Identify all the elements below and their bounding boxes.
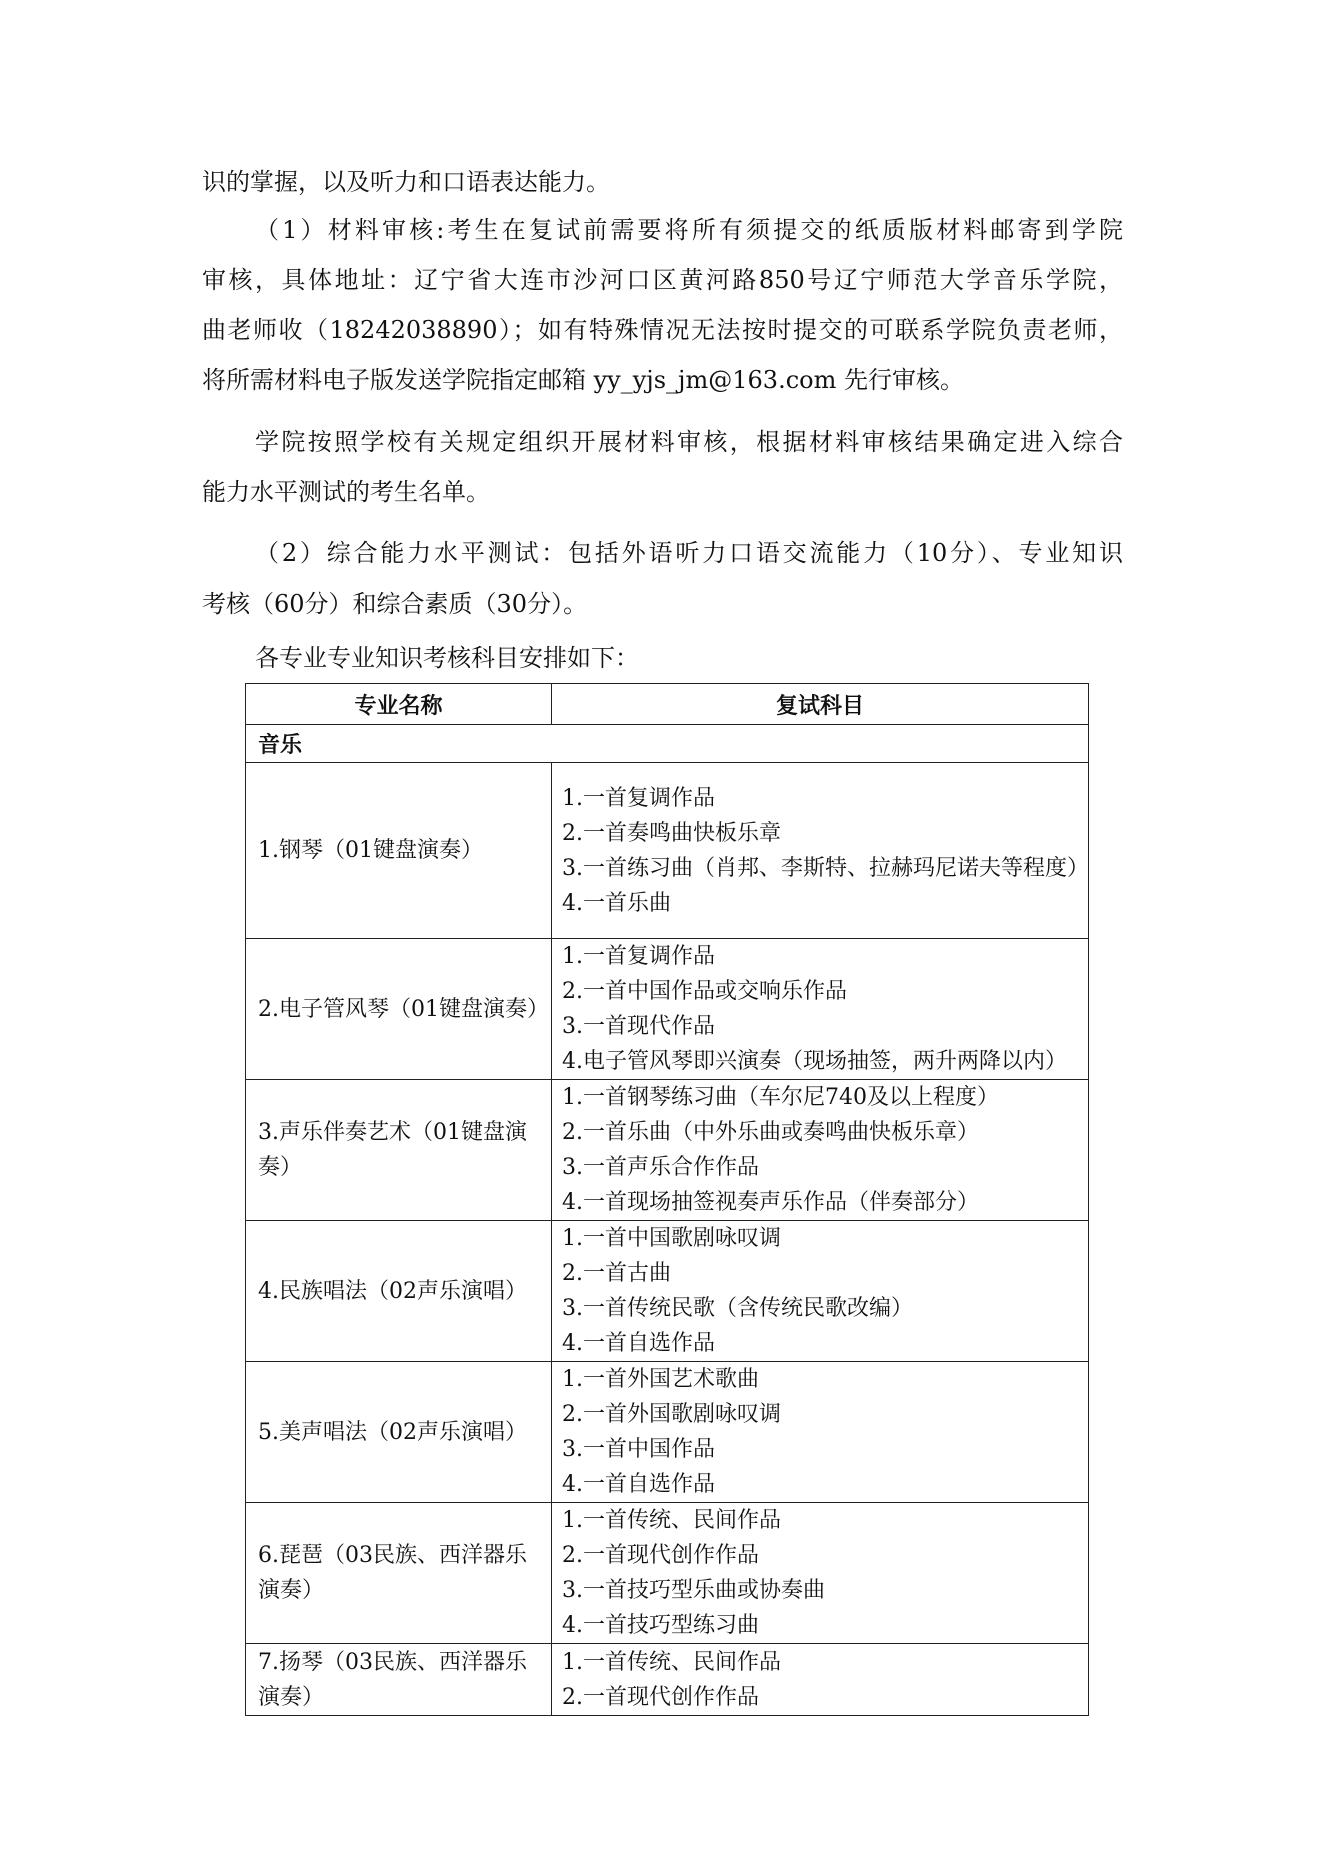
paragraph-line: 识的掌握，以及听力和口语表达能力。 xyxy=(202,168,610,196)
table-row xyxy=(246,763,1089,939)
table-row xyxy=(246,1362,1089,1503)
subject-item: 1.一首外国艺术歌曲 xyxy=(562,1367,759,1392)
subject-item: 4.一首自选作品 xyxy=(562,1472,715,1497)
major-name: 5.美声唱法（02声乐演唱） xyxy=(246,1362,552,1503)
paragraph-line: （1）材料审核:考生在复试前需要将所有须提交的纸质版材料邮寄到学院 xyxy=(255,216,1123,244)
table-row xyxy=(246,1503,1089,1644)
subject-item: 1.一首复调作品 xyxy=(562,785,715,811)
subject-item: 3.一首传统民歌（含传统民歌改编） xyxy=(562,1296,913,1321)
major-name: 4.民族唱法（02声乐演唱） xyxy=(246,1221,552,1362)
paragraph-line: 曲老师收（18242038890）；如有特殊情况无法按时提交的可联系学院负责老师， xyxy=(202,316,1123,344)
subject-list xyxy=(552,763,1089,939)
paragraph-line: 考核（60分）和综合素质（30分）。 xyxy=(202,590,588,618)
subject-item: 2.一首乐曲（中外乐曲或奏鸣曲快板乐章） xyxy=(562,1120,979,1145)
table-row xyxy=(246,1644,1089,1716)
table-row xyxy=(246,1221,1089,1362)
subjects-table xyxy=(245,683,1089,1716)
subject-item: 3.一首声乐合作作品 xyxy=(562,1155,759,1180)
paragraph-line: 审核，具体地址：辽宁省大连市沙河口区黄河路850号辽宁师范大学音乐学院， xyxy=(202,266,1123,294)
major-name: 7.扬琴（03民族、西洋器乐演奏） xyxy=(246,1644,552,1716)
subject-item: 2.一首现代创作作品 xyxy=(562,1543,759,1568)
subject-list xyxy=(552,1080,1089,1221)
column-header-subjects: 复试科目 xyxy=(552,684,1089,725)
table-row xyxy=(246,1080,1089,1221)
subject-item: 4.电子管风琴即兴演奏（现场抽签，两升两降以内） xyxy=(562,1049,1067,1074)
subject-item: 1.一首钢琴练习曲（车尔尼740及以上程度） xyxy=(562,1085,999,1110)
subject-item: 3.一首中国作品 xyxy=(562,1437,715,1462)
column-header-major: 专业名称 xyxy=(246,684,552,725)
subject-item: 3.一首现代作品 xyxy=(562,1014,715,1039)
subject-list xyxy=(552,939,1089,1080)
subject-item: 4.一首现场抽签视奏声乐作品（伴奏部分） xyxy=(562,1190,979,1215)
subject-item: 3.一首练习曲（肖邦、李斯特、拉赫玛尼诺夫等程度） xyxy=(562,855,1089,881)
table-row xyxy=(246,939,1089,1080)
major-name: 3.声乐伴奏艺术（01键盘演奏） xyxy=(246,1080,552,1221)
paragraph-line: 各专业专业知识考核科目安排如下： xyxy=(255,644,639,672)
subject-item: 2.一首外国歌剧咏叹调 xyxy=(562,1402,781,1427)
subject-item: 1.一首传统、民间作品 xyxy=(562,1508,781,1533)
subject-item: 4.一首乐曲 xyxy=(562,890,671,916)
subject-list xyxy=(552,1362,1089,1503)
table-section-row xyxy=(246,725,1089,763)
subject-item: 4.一首技巧型练习曲 xyxy=(562,1613,759,1638)
table-header-row xyxy=(246,684,1089,725)
subject-item: 1.一首中国歌剧咏叹调 xyxy=(562,1226,781,1251)
subject-list xyxy=(552,1221,1089,1362)
paragraph-line: 将所需材料电子版发送学院指定邮箱 yy_yjs_jm@163.com 先行审核。 xyxy=(202,366,964,394)
subject-list xyxy=(552,1644,1089,1716)
paragraph-line: （2）综合能力水平测试：包括外语听力口语交流能力（10分）、专业知识 xyxy=(255,539,1123,567)
subject-item: 3.一首技巧型乐曲或协奏曲 xyxy=(562,1578,825,1603)
subjects-table-container xyxy=(245,683,1088,1716)
subject-list xyxy=(552,1503,1089,1644)
subject-item: 4.一首自选作品 xyxy=(562,1331,715,1356)
subject-item: 1.一首传统、民间作品 xyxy=(562,1649,781,1675)
subject-item: 1.一首复调作品 xyxy=(562,944,715,969)
section-label: 音乐 xyxy=(246,725,1089,763)
subject-item: 2.一首古曲 xyxy=(562,1261,671,1286)
paragraph-line: 学院按照学校有关规定组织开展材料审核，根据材料审核结果确定进入综合 xyxy=(255,428,1123,456)
major-name: 1.钢琴（01键盘演奏） xyxy=(246,763,552,939)
paragraph-line: 能力水平测试的考生名单。 xyxy=(202,478,490,506)
major-name: 6.琵琶（03民族、西洋器乐演奏） xyxy=(246,1503,552,1644)
subject-item: 2.一首现代创作作品 xyxy=(562,1684,759,1710)
subject-item: 2.一首奏鸣曲快板乐章 xyxy=(562,820,781,846)
subject-item: 2.一首中国作品或交响乐作品 xyxy=(562,979,847,1004)
major-name: 2.电子管风琴（01键盘演奏） xyxy=(246,939,552,1080)
